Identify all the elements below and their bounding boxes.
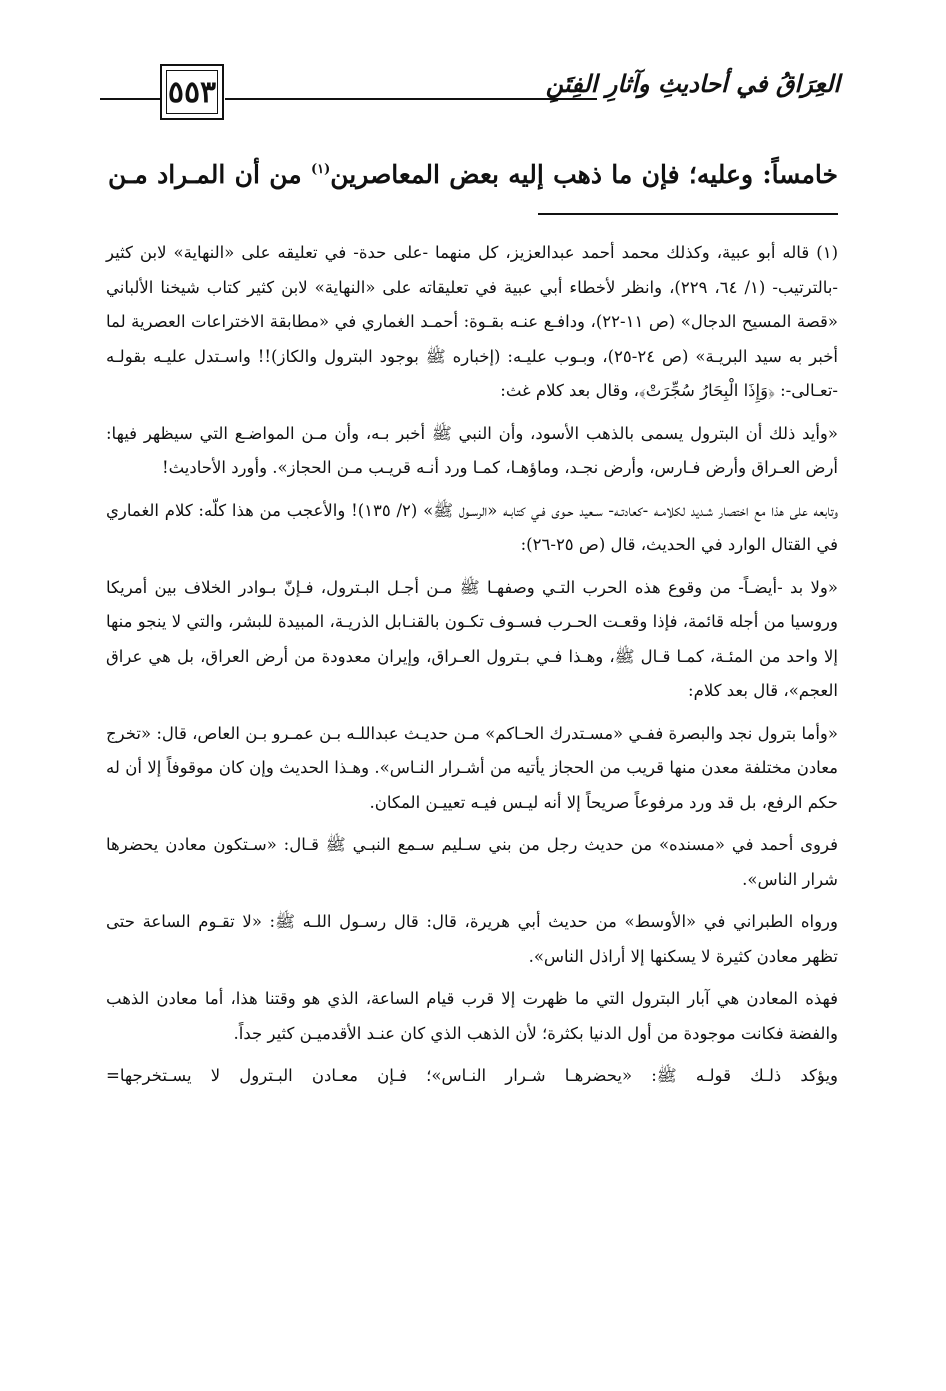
- main-text-end: من أن المـراد مـن: [108, 160, 311, 189]
- footnote-paragraph: ويؤكد ذلـك قولـه ﷺ: «يحضرهـا شـرار النـاس»؛ فـإن معـادن البـترول لا يسـتخرجها=: [106, 1066, 838, 1085]
- footnote-paragraph: ورواه الطبراني في «الأوسط» من حديث أبي هريرة، قال: قال رسـول اللـه ﷺ: «لا تقـوم الساعة حتى تظهر معادن كثيرة لا يسكنها إلا أراذل الناس».: [106, 912, 838, 966]
- header-rule-middle: [225, 98, 597, 100]
- footnote-paragraph: وتابعه على هذا مع اختصار شـديد لكلامـه -كعادتـه- سـعيد حـوى فـي كتابـه «الرسـول ﷺ» (٢/ ١٣٥)! والأعجب من هذا كلّه: كلام الغماري في القتال الوارد في الحديث، قال (ص ٢٥-٢٦):: [106, 500, 838, 554]
- header-rule-left: [100, 98, 160, 100]
- main-text-start: خامساً: وعليه؛ فإن ما ذهب إليه بعض المعاصرين: [330, 160, 838, 189]
- footnote-block: [106, 236, 838, 1102]
- footnote-paragraph: «وأما بترول نجد والبصرة ففـي «مسـتدرك الحـاكم» مـن حديـث عبداللـه بـن عمـرو بـن العاص، قال: «تخرج معادن مختلفة معدن منها قريب من الحجاز يأتيه من أشـرار النـاس». وهـذا الحديث وإن كان موقوفاً إلا أن له حكم الرفع، بل قد ورد مرفوعاً صريحاً إلا أنه ليـس فيـه تعييـن المكان.: [106, 723, 838, 812]
- footnote-paragraph: (١) قاله أبو عبية، وكذلك محمد أحمد عبدالعزيز، كل منهما -على حدة- في تعليقه على «النهاية» لابن كثير -بالترتيب- (١/ ٦٤، ٢٢٩)، وانظر لأخطاء أبي عبية في تعليقاته على «النهاية» لابن كثير كتاب شيخنا الألباني «قصة المسيح الدجال» (ص ١١-٢٢)، ودافـع عنـه بقـوة: أحمـد الغماري في «مطابقة الاختراعات العصرية لما أخبر به سيد البريـة» (ص ٢٤-٢٥)، وبـوب عليـه: (إخباره ﷺ بوجود البترول والكاز)!! واسـتدل عليـه بقولـه -تعـالى-: ﴿وَإِذَا الْبِحَارُ سُجِّرَتْ﴾، وقال بعد كلام غث:: [106, 243, 838, 400]
- running-title: العِرَاقُ في أحاديثِ وآثارِ الفِتَنِ: [545, 69, 840, 98]
- page-header: [100, 60, 840, 126]
- footnote-paragraph: «ولا بد -أيضـاً- من وقوع هذه الحرب التـي وصفهـا ﷺ مـن أجـل البـترول، فـإنّ بـوادر الخلاف بين أمريكا وروسيا من أجله قائمة، فإذا وقعـت الحـرب فسـوف تكـون بالقنـابل الذريـة، المبيدة للبشر، والتي لا ينجو منها إلا واحد من المئـة، كمـا قـال ﷺ، وهـذا فـي بـترول العـراق، وإيران معدودة من أرض العراق، بل هي عراق العجم»، قال بعد كلام:: [106, 577, 838, 700]
- footnote-separator: [538, 213, 838, 215]
- footnote-paragraph: «وأيد ذلك أن البترول يسمى بالذهب الأسود، وأن النبي ﷺ أخبر بـه، وأن مـن المواضـع التي سيظهر فيها: أرض العـراق وأرض فـارس، وأرض نجـد، وماؤهـا، كمـا ورد أنـه قريـب مـن الحجاز». وأورد الأحاديث!: [106, 423, 838, 477]
- footnote-paragraph: فهذه المعادن هي آبار البترول التي ما ظهرت إلا قرب قيام الساعة، الذي هو وقتنا هذا، أما معادن الذهب والفضة فكانت موجودة من أول الدنيا بكثرة؛ لأن الذهب الذي كان عنـد الأقدميـن كثير جداً.: [106, 989, 838, 1043]
- page-number: ٥٥٣: [160, 64, 224, 120]
- footnote-reference[interactable]: (١): [310, 162, 331, 177]
- main-text-line: [108, 150, 838, 195]
- footnote-paragraph: فروى أحمد في «مسنده» من حديث رجل من بني سـليم سـمع النبـي ﷺ قـال: «سـتكون معادن يحضرها شرار الناس».: [106, 835, 838, 889]
